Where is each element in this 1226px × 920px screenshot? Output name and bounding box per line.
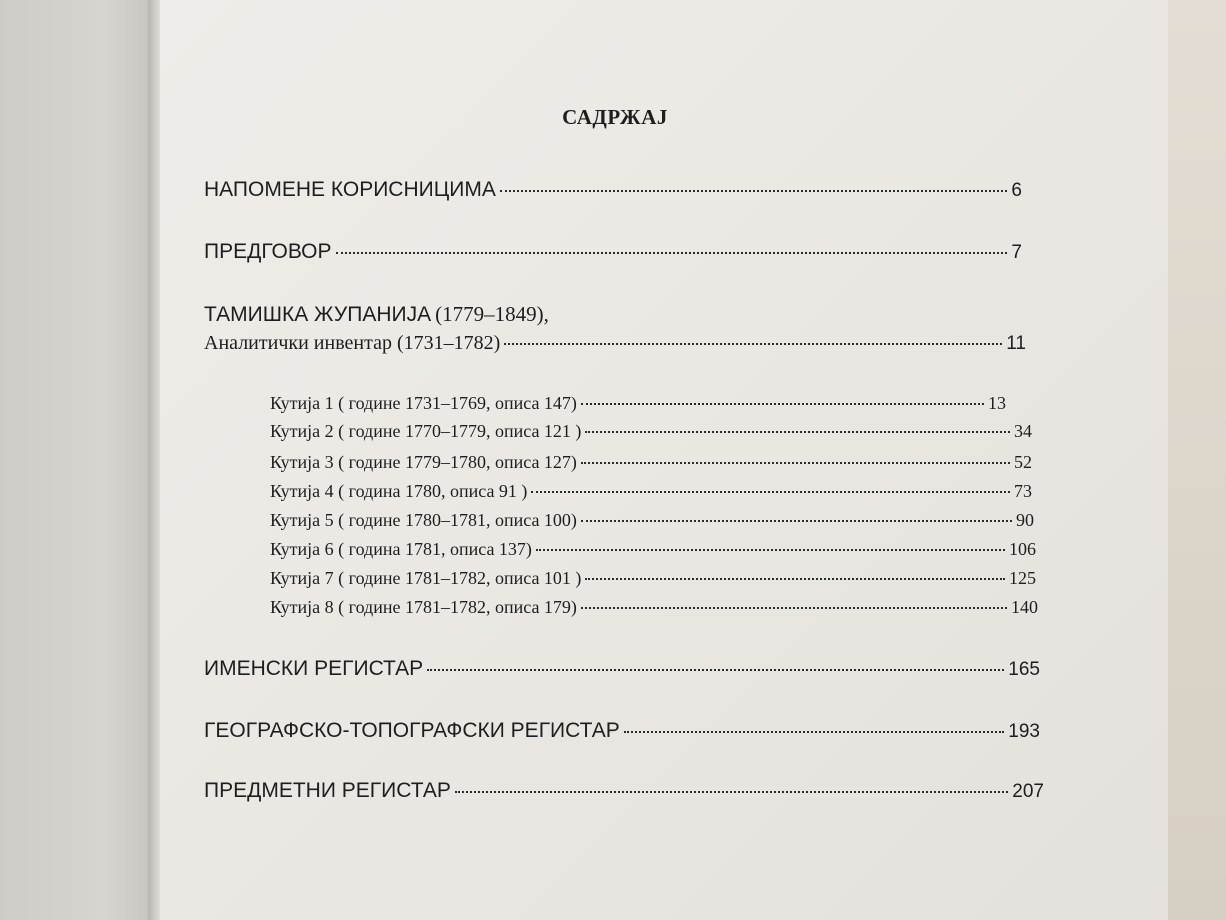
register-label: ИМЕНСКИ РЕГИСТАР: [204, 657, 424, 680]
box-page: 52: [1014, 452, 1032, 472]
box-page: 90: [1016, 510, 1034, 530]
box-entry: [270, 393, 1006, 414]
dot-leader: [455, 791, 1008, 793]
dot-leader: [624, 731, 1005, 733]
register-label: ПРЕДМЕТНИ РЕГИСТАР: [204, 779, 451, 802]
toc-entry-label: НАПОМЕНЕ КОРИСНИЦИМА: [204, 178, 496, 201]
dot-leader: [581, 403, 984, 405]
county-subtitle: Аналитички инвентар (1731–1782): [204, 332, 501, 354]
dot-leader: [581, 607, 1007, 609]
box-page: 13: [988, 393, 1006, 413]
dot-leader: [585, 431, 1010, 433]
box-entry: [270, 510, 1034, 531]
dot-leader: [504, 343, 1002, 345]
box-page: 106: [1009, 539, 1036, 559]
box-entry: [270, 568, 1036, 589]
toc-title: САДРЖАЈ: [562, 105, 668, 129]
county-years: (1779–1849),: [435, 302, 549, 326]
box-entry: [270, 421, 1032, 442]
register-label: ГЕОГРАФСКО-ТОПОГРАФСКИ РЕГИСТАР: [204, 719, 620, 742]
register-page: 207: [1012, 781, 1044, 802]
toc-entry-page: 6: [1011, 180, 1022, 201]
register-page: 193: [1008, 721, 1040, 742]
box-page: 140: [1011, 597, 1038, 617]
box-label: Кутија 5 ( године 1780–1781, описа 100): [270, 510, 577, 530]
box-page: 125: [1009, 568, 1036, 588]
box-label: Кутија 2 ( године 1770–1779, описа 121 ): [270, 421, 582, 441]
toc-entry-label: ПРЕДГОВОР: [204, 240, 332, 263]
dot-leader: [500, 190, 1008, 192]
dot-leader: [536, 549, 1005, 551]
toc-entry-page: 7: [1011, 242, 1022, 263]
dot-leader: [585, 578, 1005, 580]
box-entry: [270, 481, 1032, 502]
box-label: Кутија 7 ( године 1781–1782, описа 101 ): [270, 568, 582, 588]
dot-leader: [581, 520, 1012, 522]
box-label: Кутија 3 ( године 1779–1780, описа 127): [270, 452, 577, 472]
box-entry: [270, 539, 1036, 560]
box-label: Кутија 8 ( године 1781–1782, описа 179): [270, 597, 577, 617]
county-heading: [204, 302, 549, 327]
county-title: ТАМИШКА ЖУПАНИЈА: [204, 303, 432, 326]
toc-entry: [204, 178, 1022, 202]
left-page-edge: [0, 0, 150, 920]
box-label: Кутија 1 ( године 1731–1769, описа 147): [270, 393, 577, 413]
table-background: [1168, 0, 1226, 920]
dot-leader: [581, 462, 1010, 464]
box-label: Кутија 6 ( година 1781, описа 137): [270, 539, 532, 559]
register-entry: [204, 657, 1040, 681]
box-page: 73: [1014, 481, 1032, 501]
register-entry: [204, 719, 1040, 743]
box-entry: [270, 452, 1032, 473]
toc-entry: [204, 332, 1026, 355]
register-page: 165: [1008, 659, 1040, 680]
box-entry: [270, 597, 1038, 618]
toc-entry: [204, 240, 1022, 264]
toc-entry-page: 11: [1006, 333, 1026, 354]
register-entry: [204, 779, 1044, 803]
dot-leader: [336, 252, 1008, 254]
dot-leader: [531, 491, 1010, 493]
box-label: Кутија 4 ( година 1780, описа 91 ): [270, 481, 528, 501]
dot-leader: [427, 669, 1004, 671]
box-page: 34: [1014, 421, 1032, 441]
